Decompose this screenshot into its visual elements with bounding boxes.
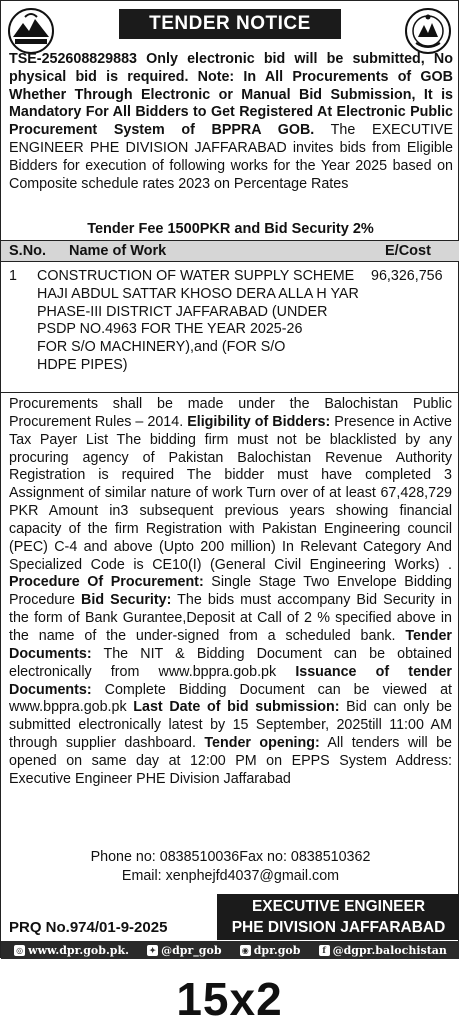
page-title: TENDER NOTICE: [119, 9, 341, 39]
email-line: Email: xenphejfd4037@gmail.com: [121, 868, 340, 884]
conditions-text: Procurements shall be made under the Balochistan Public Procurement Rules – 2014.: [9, 396, 452, 430]
officer-division: PHE DIVISION JAFFARABAD: [231, 919, 446, 936]
dpr-logo-icon: [7, 7, 55, 55]
ad-size-label: 15x2: [176, 973, 283, 1025]
facebook-handle: @dgpr.balochistan: [332, 943, 447, 957]
conditions-text: Single Stage Two Envelope Bidding Procedure: [9, 574, 452, 609]
signature-block: [217, 894, 459, 940]
tender-conditions: [9, 396, 452, 789]
table-header: [1, 240, 459, 262]
conditions-text: The NIT & Bidding Document can be obtained electronically from www.bppra.gob.pk: [9, 645, 452, 680]
facebook-icon: f: [319, 945, 330, 956]
heading-eligibility: Eligibility of Bidders:: [187, 413, 331, 430]
table-divider: [1, 392, 459, 393]
twitter-link[interactable]: [147, 944, 221, 957]
twitter-icon: ✦: [147, 945, 158, 956]
header-cost: E/Cost: [385, 243, 431, 259]
table-row-sno: 1: [9, 268, 17, 284]
instagram-icon: ◉: [240, 945, 251, 956]
conditions-text: Bid can only be submitted electronically latest by 15 September, 2025till 11:00 AM through supplier dashboard.: [9, 699, 452, 752]
instagram-handle: dpr.gob: [253, 943, 301, 957]
prq-number: PRQ No.974/01-9-2025: [9, 919, 168, 936]
social-strip: [1, 941, 459, 959]
table-row-cost: 96,326,756: [371, 268, 443, 284]
officer-title: EXECUTIVE ENGINEER: [251, 898, 426, 915]
twitter-handle: @dpr_gob: [161, 943, 222, 957]
facebook-link[interactable]: [319, 944, 447, 957]
instagram-link[interactable]: [240, 944, 301, 957]
intro-bold-text: Only electronic bid will be submitted, No physical bid is required. Note: In All Procurements of GOB Whether Through Electronic or Manual Bid Submission, It is Mandatory For All Bidders to Get Registered At Electronic Public Procurement System of BPPRA GOB.: [9, 51, 453, 139]
intro-paragraph: [9, 51, 453, 193]
intro-plain-text: The EXECUTIVE ENGINEER PHE DIVISION JAFFARABAD invites bids from Eligible Bidders for execution of following works for the Year 2025 based on Composite schedule rates 2023 on Percentage Rates: [9, 122, 453, 192]
conditions-text: Presence in Active Tax Payer List The bidding firm must not be blacklisted by any procuring agency of Pakistan Balochistan Revenue Authority Registration is required The bidder must have completed 3 Assignment of similar nature of work Turn over of at least 67,428,729 PKR Amount in3 subsequent previous years showing financial capacity of the firm Registration with Pakistan Engineering council (PEC) C-4 and above (Upto 200 million) In Relevant Category And Specialized Code is CE10(I) (General Civil Engineering Works) .: [9, 413, 453, 573]
tender-reference: TSE-252608829883: [9, 51, 137, 67]
heading-bid-security: Bid Security:: [81, 592, 172, 609]
conditions-text: The bids must accompany Bid Security in the form of Bank Gurantee,Deposit at Call of 2 % specified above in the name of the under-signed from a scheduled bank.: [9, 592, 453, 644]
tender-fee-line: Tender Fee 1500PKR and Bid Security 2%: [87, 221, 374, 237]
balochistan-emblem-icon: [404, 7, 452, 55]
conditions-text: All tenders will be opened on same day at 12:00 PM on EPPS System Address: Executive Engineer PHE Division Jaffarabad: [9, 735, 453, 787]
globe-icon: ◎: [14, 945, 25, 956]
website-text: www.dpr.gob.pk.: [28, 943, 129, 957]
conditions-text: Complete Bidding Document can be viewed at www.bppra.gob.pk: [9, 681, 452, 716]
heading-issuance: Issuance of tender Documents:: [9, 663, 452, 698]
website-link[interactable]: [14, 944, 129, 957]
table-row-work: CONSTRUCTION OF WATER SUPPLY SCHEME HAJI ABDUL SATTAR KHOSO DERA ALLA H YAR PHASE-III DISTRICT JAFFARABAD (UNDER PSDP NO.4963 FOR THE YEAR 2025-26 FOR S/O MACHINERY),and (FOR S/O HDPE PIPES): [37, 268, 359, 373]
header-sno: S.No.: [9, 243, 47, 259]
phone-fax-line: Phone no: 0838510036Fax no: 0838510362: [90, 849, 371, 865]
heading-procedure: Procedure Of Procurement:: [9, 574, 204, 591]
heading-tender-documents: Tender Documents:: [9, 627, 452, 662]
heading-tender-opening: Tender opening:: [204, 735, 320, 752]
header-work: Name of Work: [69, 243, 167, 259]
heading-last-date: Last Date of bid submission:: [133, 699, 340, 716]
